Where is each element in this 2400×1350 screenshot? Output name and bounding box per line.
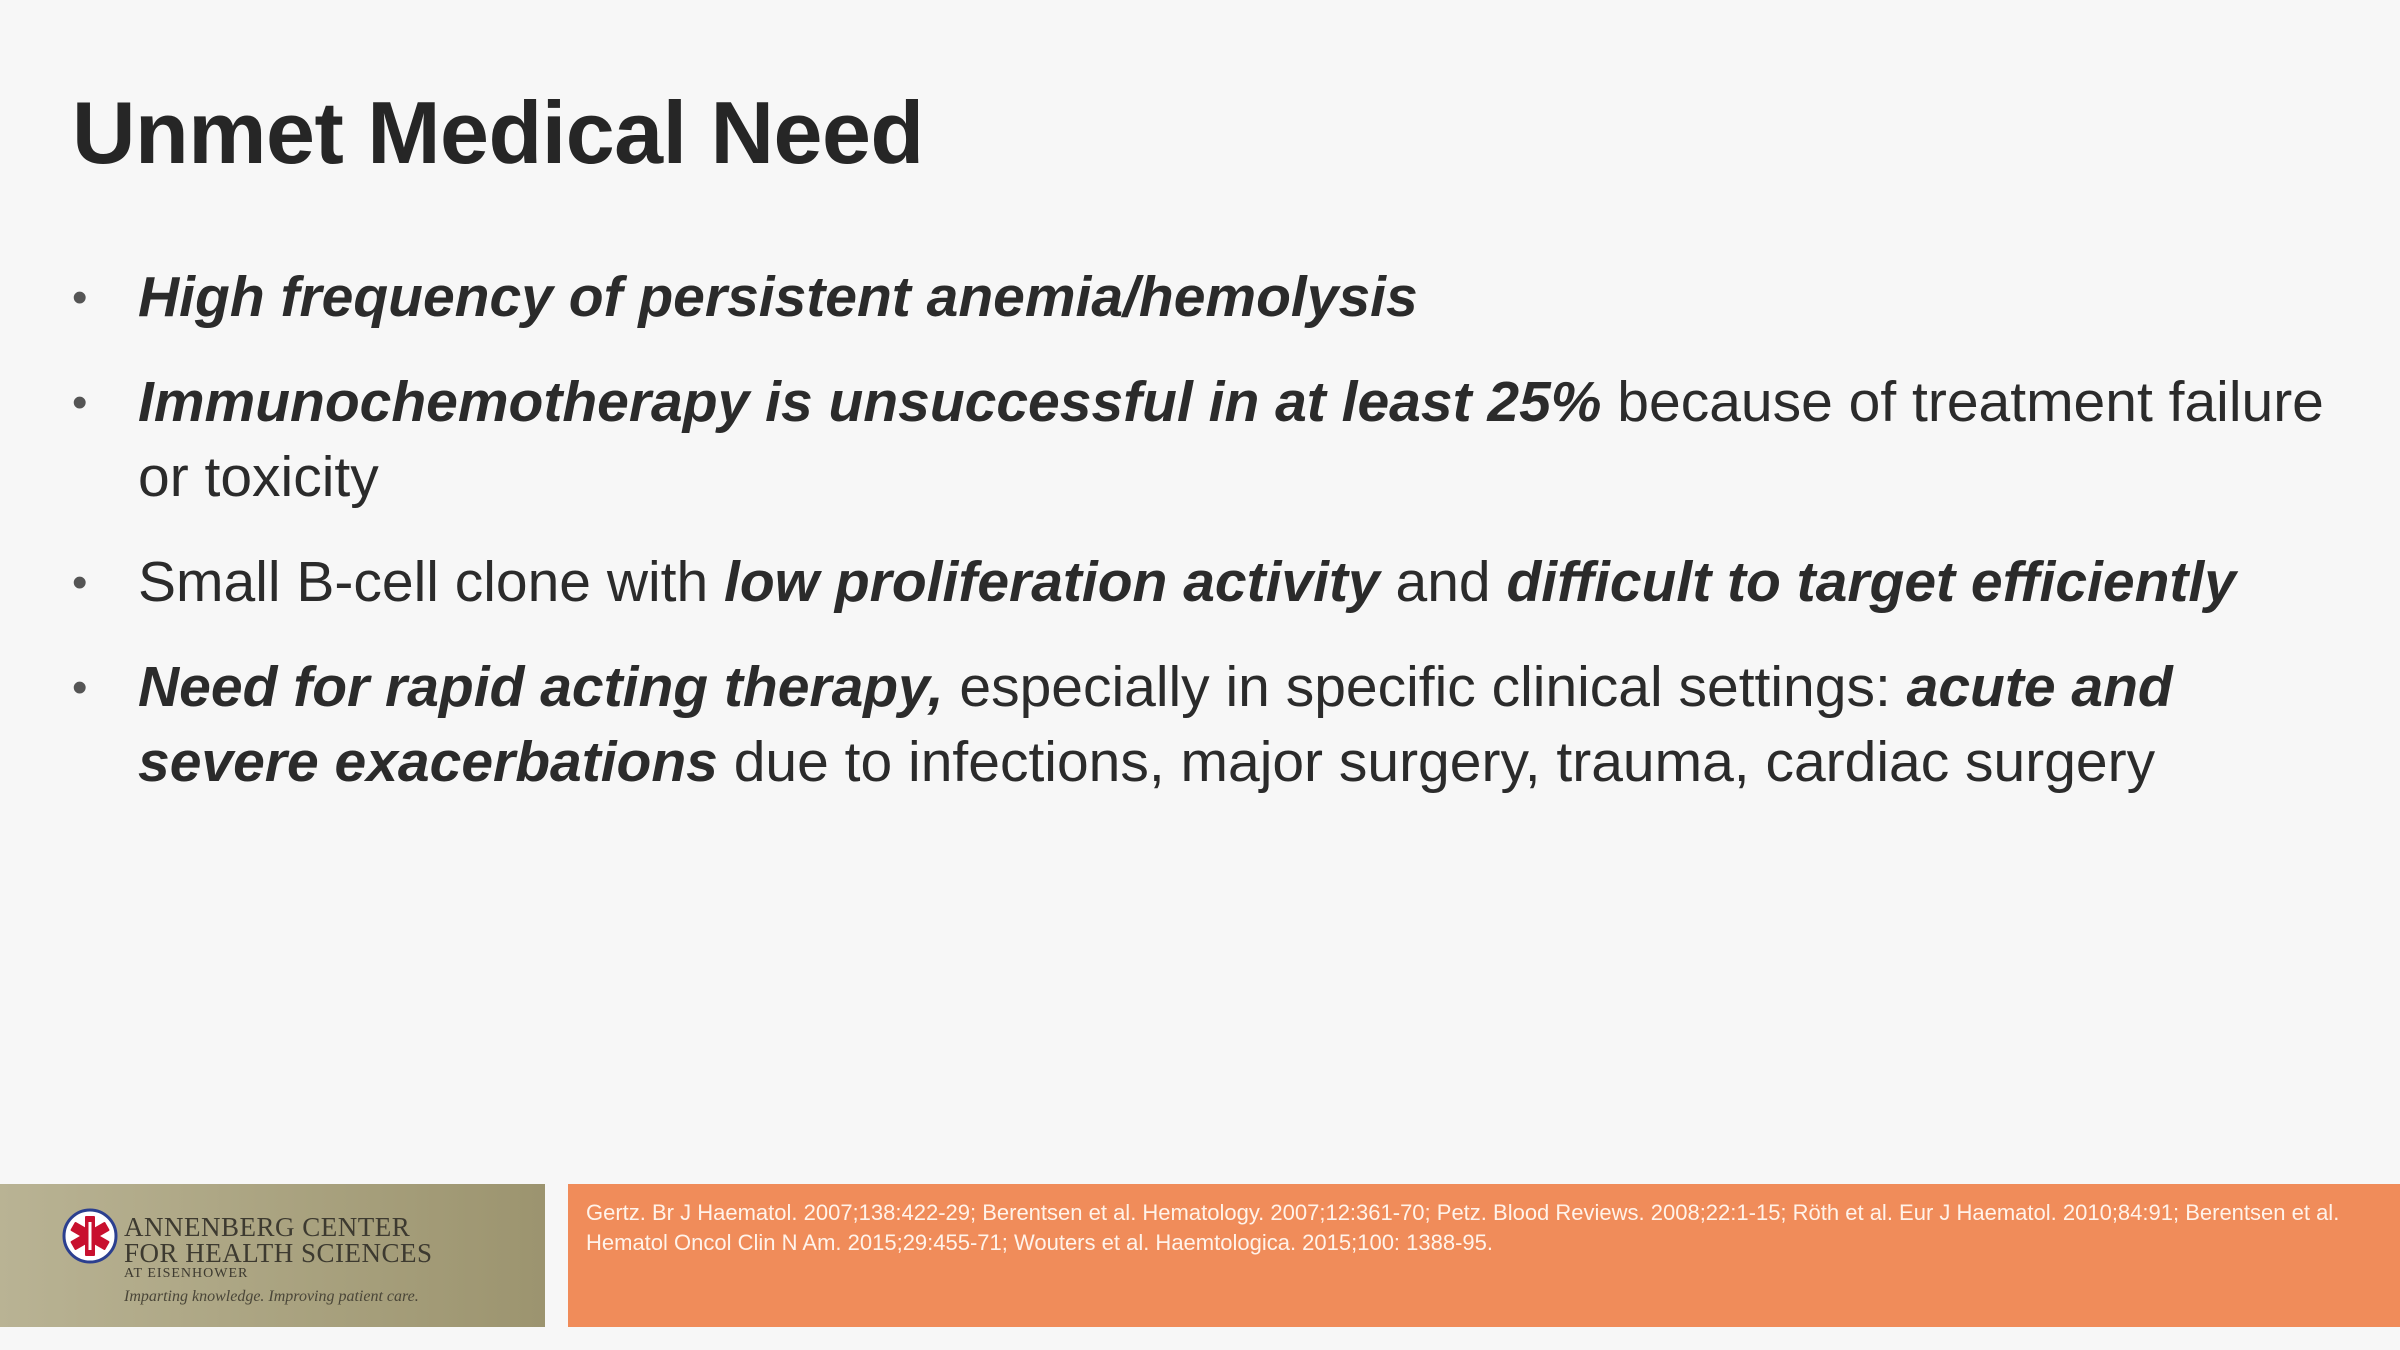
star-of-life-icon xyxy=(62,1208,118,1264)
bullet-emphasis-text: acute and severe exacerbations xyxy=(138,655,2173,794)
slide-title: Unmet Medical Need xyxy=(72,83,924,182)
bullet-text: due to infections, major surgery, trauma, cardiac surgery xyxy=(717,730,2156,794)
bullet-dot-icon: • xyxy=(72,558,88,607)
logo-tagline: Imparting knowledge. Improving patient care. xyxy=(124,1288,419,1305)
bullet-text: and xyxy=(1379,550,1507,614)
bullet-text: because of treatment failure or toxicity xyxy=(138,370,2324,509)
bullet-item xyxy=(72,365,2332,515)
bullet-emphasis-text: Need for rapid acting therapy, xyxy=(138,655,944,719)
bullet-item xyxy=(72,650,2332,800)
references-text: Gertz. Br J Haematol. 2007;138:422-29; Berentsen et al. Hematology. 2007;12:361-70; Petz. Blood Reviews. 2008;22:1-15; Röth et al. Eur J Haematol. 2010;84:91; Berentsen et al. Hematol Oncol Clin N Am. 2015;29:455-71; Wouters et al. Haemtologica. 2015;100: 1388-95. xyxy=(586,1200,2340,1255)
logo-name-line3: AT EISENHOWER xyxy=(124,1266,249,1281)
bullet-item xyxy=(72,260,2332,335)
logo-name-line1: ANNENBERG CENTER xyxy=(124,1212,411,1242)
bullet-emphasis-text: difficult to target efficiently xyxy=(1506,550,2236,614)
bullet-text: especially in specific clinical settings: xyxy=(943,655,1907,719)
bullet-dot-icon: • xyxy=(72,273,88,322)
bullet-text: Small B-cell clone with xyxy=(138,550,725,614)
footer-logo-band xyxy=(0,1184,545,1327)
bullet-emphasis-text: low proliferation activity xyxy=(724,550,1380,614)
bullet-list xyxy=(72,260,2332,830)
footer-references-band xyxy=(568,1184,2400,1327)
bullet-dot-icon: • xyxy=(72,663,88,712)
bullet-dot-icon: • xyxy=(72,378,88,427)
bullet-emphasis-text: High frequency of persistent anemia/hemolysis xyxy=(138,265,1418,329)
bullet-item xyxy=(72,545,2332,620)
logo-name-line2: FOR HEALTH SCIENCES xyxy=(124,1238,433,1268)
bullet-emphasis-text: Immunochemotherapy is unsuccessful in at least 25% xyxy=(138,370,1602,434)
